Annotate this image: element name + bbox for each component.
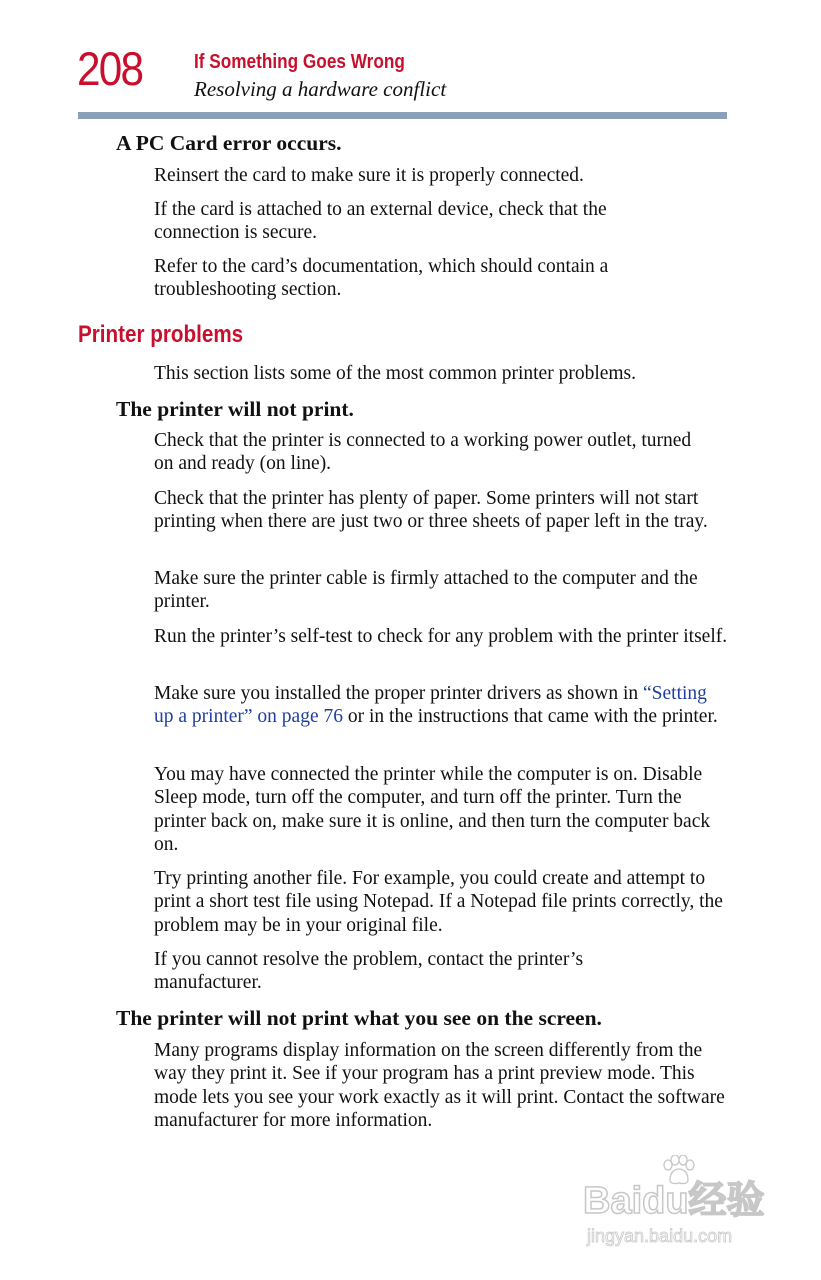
chapter-title: If Something Goes Wrong [194,51,405,73]
pc-card-paragraph-2: If the card is attached to an external device, check that the connection is secure. [154,199,607,244]
will-not-print-paragraph-4: Run the printer’s self-test to check for any problem with the printer itself. [154,626,728,647]
printer-problems-intro: This section lists some of the most common printer problems. [154,363,637,384]
pc-card-paragraph-3: Refer to the card’s documentation, which should contain a troubleshooting section. [154,256,609,301]
will-not-print-paragraph-1: Check that the printer is connected to a working power outlet, turned on and ready (on line). [154,430,692,475]
will-not-print-paragraph-8: If you cannot resolve the problem, contact the printer’s manufacturer. [154,949,584,994]
page-number: 208 [77,42,143,95]
will-not-print-heading: The printer will not print. [116,397,354,421]
will-not-print-paragraph-6: You may have connected the printer while the computer is on. Disable Sleep mode, turn off the computer, and turn off the printer. Turn the printer back on, make sure it is online, and then turn the computer back on. [154,764,711,856]
header-rule [78,112,727,119]
watermark-url: jingyan.baidu.com [587,1226,733,1246]
paragraph-text-end: or in the instructions that came with the printer. [347,706,718,728]
setting-up-printer-link[interactable]: “Setting up a printer” on page 76 [154,683,707,728]
will-not-print-paragraph-2: Check that the printer has plenty of paper. Some printers will not start printing when there are just two or three sheets of paper left in the tray. [154,488,708,533]
watermark-logo-text: Baidu经验 [583,1180,765,1222]
not-what-you-see-heading: The printer will not print what you see on the screen. [116,1006,602,1030]
pc-card-paragraph-1: Reinsert the card to make sure it is properly connected. [154,165,584,186]
pc-card-heading: A PC Card error occurs. [116,131,342,155]
will-not-print-paragraph-5 [154,682,724,729]
printer-problems-heading: Printer problems [78,321,244,348]
not-what-you-see-paragraph: Many programs display information on the screen differently from the way they print it. See if your program has a print preview mode. This mode lets you see your work exactly as it will print. Contact the software manufacturer for more information. [154,1040,725,1132]
section-subtitle: Resolving a hardware conflict [194,77,447,101]
will-not-print-paragraph-3: Make sure the printer cable is firmly attached to the computer and the printer. [154,568,698,613]
will-not-print-paragraph-7: Try printing another file. For example, you could create and attempt to print a short test file using Notepad. If a Notepad file prints correctly, the problem may be in your original file. [154,868,723,936]
paragraph-text-start: Make sure you installed the proper printer drivers as shown in [154,683,639,704]
baidu-watermark [583,1155,778,1250]
